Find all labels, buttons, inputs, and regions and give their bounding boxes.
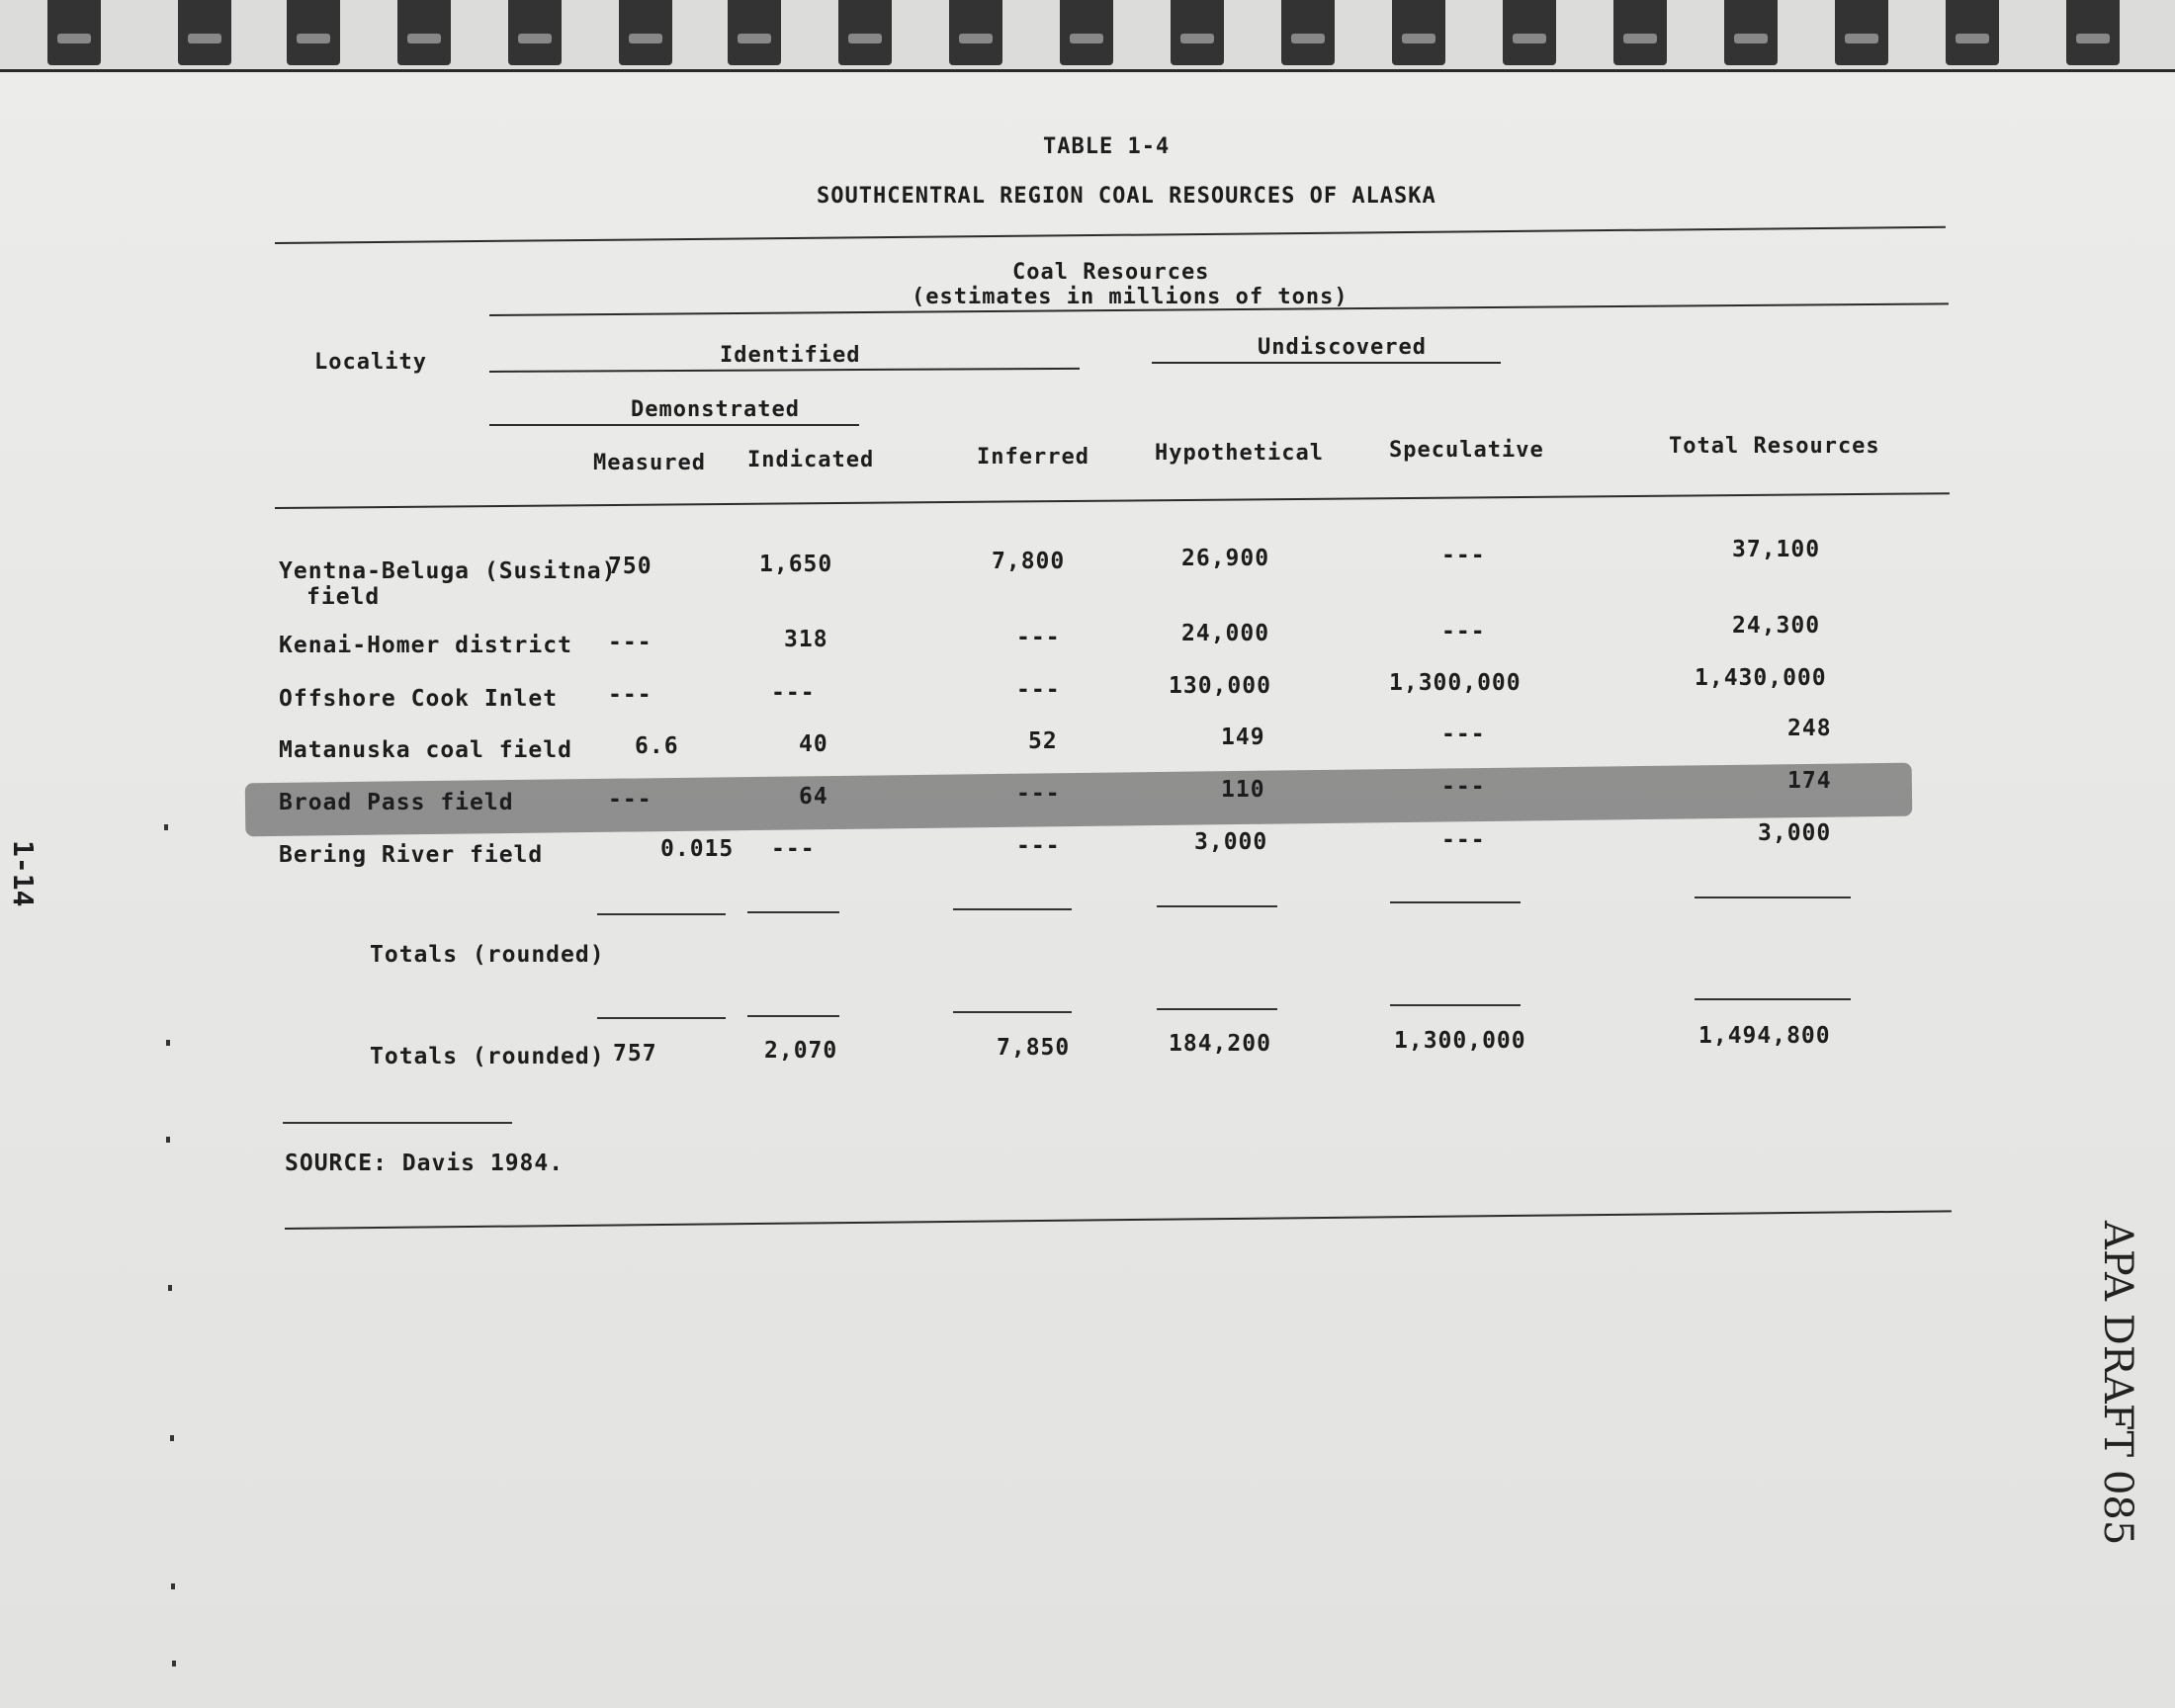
binding-ring bbox=[619, 0, 672, 65]
row-offshore-inferred: --- bbox=[1016, 677, 1061, 703]
bottom-rule bbox=[285, 1210, 1952, 1230]
scan-speck bbox=[166, 1137, 170, 1143]
row-matanuska-measured: 6.6 bbox=[635, 733, 679, 759]
row-matanuska-locality: Matanuska coal field bbox=[279, 737, 572, 763]
binding-ring bbox=[1392, 0, 1445, 65]
row-yentna-indicated: 1,650 bbox=[759, 552, 833, 577]
sum-rule-hypothetical-1 bbox=[1157, 905, 1277, 907]
binding-ring bbox=[2066, 0, 2120, 65]
sum-rule-measured-2 bbox=[597, 1017, 726, 1019]
sum-rule-speculative-2 bbox=[1390, 1004, 1521, 1006]
binding-ring bbox=[728, 0, 781, 65]
row-broadpass-locality: Broad Pass field bbox=[279, 790, 514, 815]
totals-speculative: 1,300,000 bbox=[1394, 1028, 1526, 1054]
binding-ring bbox=[838, 0, 892, 65]
binding-ring bbox=[287, 0, 340, 65]
binding-ring bbox=[1946, 0, 1999, 65]
top-rule bbox=[275, 226, 1946, 244]
sum-rule-hypothetical-2 bbox=[1157, 1008, 1277, 1010]
sum-rule-total-2 bbox=[1695, 998, 1851, 1000]
row-kenai-hypothetical: 24,000 bbox=[1181, 621, 1270, 646]
row-offshore-total: 1,430,000 bbox=[1695, 665, 1827, 691]
row-bering-locality: Bering River field bbox=[279, 842, 544, 868]
binding-ring bbox=[1835, 0, 1888, 65]
col-hypothetical: Hypothetical bbox=[1155, 441, 1324, 466]
sum-rule-inferred-1 bbox=[953, 908, 1072, 910]
row-yentna-locality: Yentna-Beluga (Susitna) bbox=[279, 558, 617, 584]
source-rule bbox=[283, 1122, 512, 1124]
demonstrated-header: Demonstrated bbox=[631, 397, 800, 422]
col-total-resources: Total Resources bbox=[1669, 434, 1880, 459]
row-kenai-measured: --- bbox=[608, 630, 652, 655]
sum-rule-inferred-2 bbox=[953, 1011, 1072, 1013]
sum-rule-speculative-1 bbox=[1390, 901, 1521, 903]
binding-ring bbox=[508, 0, 562, 65]
row-yentna-inferred: 7,800 bbox=[992, 549, 1066, 574]
totals-indicated: 2,070 bbox=[764, 1038, 838, 1064]
col-speculative: Speculative bbox=[1389, 438, 1544, 463]
binding-ring bbox=[1724, 0, 1778, 65]
table-title: SOUTHCENTRAL REGION COAL RESOURCES OF ALASKA bbox=[817, 184, 1436, 209]
coal-resources-heading: Coal Resources bbox=[1012, 260, 1210, 285]
col-inferred: Inferred bbox=[977, 445, 1089, 470]
binding-ring bbox=[397, 0, 451, 65]
undiscovered-rule bbox=[1152, 362, 1501, 364]
col-indicated: Indicated bbox=[747, 448, 875, 472]
row-yentna-hypothetical: 26,900 bbox=[1181, 546, 1270, 571]
binding-ring bbox=[178, 0, 231, 65]
binding-ring bbox=[47, 0, 101, 65]
spiral-binding bbox=[0, 0, 2175, 72]
identified-header: Identified bbox=[720, 343, 861, 368]
sum-rule-measured-1 bbox=[597, 913, 726, 915]
row-offshore-hypothetical: 130,000 bbox=[1169, 673, 1271, 699]
row-broadpass-measured: --- bbox=[608, 787, 652, 812]
row-bering-inferred: --- bbox=[1016, 833, 1061, 859]
row-kenai-total: 24,300 bbox=[1732, 613, 1821, 639]
estimates-subheading: (estimates in millions of tons) bbox=[912, 285, 1348, 309]
scan-speck bbox=[166, 1040, 170, 1046]
row-yentna-total: 37,100 bbox=[1732, 537, 1821, 562]
binding-ring bbox=[1060, 0, 1113, 65]
row-matanuska-indicated: 40 bbox=[799, 731, 828, 757]
row-broadpass-total: 174 bbox=[1787, 768, 1832, 794]
sum-rule-total-1 bbox=[1695, 897, 1851, 898]
row-bering-speculative: --- bbox=[1441, 827, 1486, 853]
row-matanuska-speculative: --- bbox=[1441, 722, 1486, 747]
row-broadpass-speculative: --- bbox=[1441, 774, 1486, 800]
row-kenai-speculative: --- bbox=[1441, 619, 1486, 644]
scan-speck bbox=[168, 1285, 172, 1291]
row-bering-indicated: --- bbox=[771, 836, 816, 862]
binding-ring bbox=[1171, 0, 1224, 65]
table-number: TABLE 1-4 bbox=[1043, 134, 1171, 159]
row-bering-hypothetical: 3,000 bbox=[1194, 829, 1268, 855]
row-kenai-inferred: --- bbox=[1016, 625, 1061, 650]
identified-rule bbox=[489, 368, 1080, 373]
source-note: SOURCE: Davis 1984. bbox=[285, 1151, 565, 1176]
demonstrated-rule bbox=[489, 424, 859, 426]
row-yentna-measured: 750 bbox=[608, 554, 652, 579]
sum-rule-indicated-1 bbox=[747, 911, 839, 913]
totals-label-2: Totals (rounded) bbox=[370, 1044, 605, 1069]
scan-speck bbox=[164, 824, 168, 830]
row-kenai-locality: Kenai-Homer district bbox=[279, 633, 572, 658]
totals-label-1: Totals (rounded) bbox=[370, 942, 605, 968]
scan-speck bbox=[170, 1435, 174, 1441]
totals-total: 1,494,800 bbox=[1698, 1023, 1831, 1049]
row-bering-measured: 0.015 bbox=[660, 836, 735, 862]
row-offshore-locality: Offshore Cook Inlet bbox=[279, 686, 559, 712]
row-matanuska-inferred: 52 bbox=[1028, 728, 1058, 754]
scan-speck bbox=[171, 1583, 175, 1589]
binding-ring bbox=[1281, 0, 1335, 65]
row-bering-total: 3,000 bbox=[1758, 820, 1832, 846]
sum-rule-indicated-2 bbox=[747, 1015, 839, 1017]
binding-ring bbox=[1503, 0, 1556, 65]
handwritten-note: APA DRAFT 085 bbox=[2095, 1221, 2140, 1546]
row-offshore-measured: --- bbox=[608, 682, 652, 708]
header-bottom-rule bbox=[275, 492, 1950, 509]
col-measured: Measured bbox=[593, 451, 706, 475]
row-matanuska-hypothetical: 149 bbox=[1221, 725, 1265, 750]
row-offshore-indicated: --- bbox=[771, 680, 816, 706]
row-broadpass-indicated: 64 bbox=[799, 784, 828, 810]
totals-measured: 757 bbox=[613, 1041, 657, 1067]
scan-speck bbox=[172, 1661, 176, 1666]
totals-inferred: 7,850 bbox=[997, 1035, 1071, 1061]
row-broadpass-inferred: --- bbox=[1016, 781, 1061, 807]
totals-hypothetical: 184,200 bbox=[1169, 1031, 1271, 1057]
page-number: 1-14 bbox=[7, 840, 40, 907]
row-broadpass-hypothetical: 110 bbox=[1221, 777, 1265, 803]
undiscovered-header: Undiscovered bbox=[1258, 335, 1427, 360]
binding-ring bbox=[949, 0, 1002, 65]
locality-header: Locality bbox=[314, 350, 427, 375]
row-kenai-indicated: 318 bbox=[784, 627, 828, 652]
binding-ring bbox=[1613, 0, 1667, 65]
row-offshore-speculative: 1,300,000 bbox=[1389, 670, 1522, 696]
row-matanuska-total: 248 bbox=[1787, 716, 1832, 741]
row-yentna-speculative: --- bbox=[1441, 543, 1486, 568]
row-yentna-locality-cont: field bbox=[306, 584, 381, 610]
